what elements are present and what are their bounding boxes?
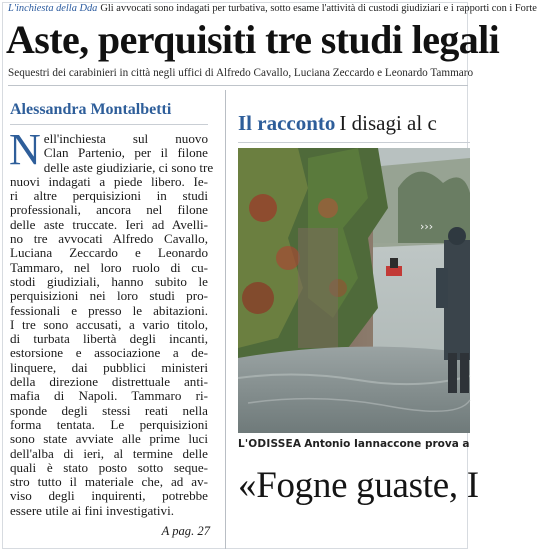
flood-photo [238,148,470,433]
kicker-text: Gli avvocati sono indagati per turbativa, sotto esame l'attività di custodi giudiziari e i rapporti con i Forte [100,3,537,14]
article-line: nuovi indagati a piede libero. Ie- [10,173,208,189]
article-line: estorsione e associazione a de- [10,345,208,361]
byline: Alessandra Montalbetti [10,101,172,118]
headline: Aste, perquisiti tre studi legali [6,17,500,62]
article-line: viso degli inquirenti, potrebbe [10,488,208,504]
article-line: essere utile ai fini investigativi. [10,502,174,518]
article-line: di turbata libertà degli incanti, [10,331,208,347]
article-line: stro tutto il materiale che, ad av- [10,474,208,490]
article-line: sono state avviate alle prime luci [10,431,208,447]
flood-photo-illustration [238,148,470,433]
article-line: fessionali e presso le abitazioni. [10,302,208,318]
article-line: Luciana Zeccardo e Leonardo [10,245,208,261]
article-line: mafia di Napoli. Tammaro ri- [10,388,208,404]
article-line: ell'inchiesta sul nuovo [43,131,208,146]
caption-kicker: L'ODISSEA [238,438,302,450]
svg-text:›››: ››› [420,220,434,233]
article-line: I tre sono accusati, a vario titolo, [10,316,208,332]
article-line: delle aste giudiziarie, ci sono tre [43,159,214,175]
article-line: forma tentata. Le perquisizioni [10,416,208,432]
top-rule [8,85,468,86]
teaser-label: Il racconto [238,111,336,135]
article-line: dell'alba di ieri, al termine delle [10,445,208,461]
teaser-headline [238,110,478,136]
dropcap: N [9,125,41,174]
article-line: della direzione distrettuale anti- [10,374,208,390]
quote-headline: «Fogne guaste, I [238,465,479,506]
article-line: perquisizioni nei loro studi pro- [10,288,208,304]
article-line: quali è stato posto sotto seque- [10,459,208,475]
article-line: Clan Partenio, per il filone [43,145,208,161]
article-line: sponde degli stessi reati nella [10,402,208,418]
article-line: Tammaro, nel loro ruolo di cu- [10,259,208,275]
article-body [9,125,214,518]
kicker-line [8,2,537,16]
article-line: stodi giudiziali, hanno subito le [10,273,208,289]
caption-text: Antonio Iannaccone prova a [304,438,470,450]
kicker-tag: L'inchiesta della Dda [8,3,98,14]
photo-caption [238,437,478,451]
teaser-rule [238,142,470,143]
article-line: professionali, ancora nel filone [10,202,208,218]
article-line: linquere, dai pubblici ministeri [10,359,208,375]
article-line: no tre avvocati Alfredo Cavallo, [10,231,208,247]
article-line: ri altre perquisizioni in studi [10,188,208,204]
column-divider [225,90,226,549]
article-line: delle aste truccate. Ieri ad Avelli- [10,216,208,232]
deck: Sequestri dei carabinieri in città negli uffici di Alfredo Cavallo, Luciana Zeccardo e Leonardo Tammaro [8,67,474,79]
page-reference: A pag. 27 [161,524,210,538]
teaser-text: I disagi al c [339,111,437,135]
